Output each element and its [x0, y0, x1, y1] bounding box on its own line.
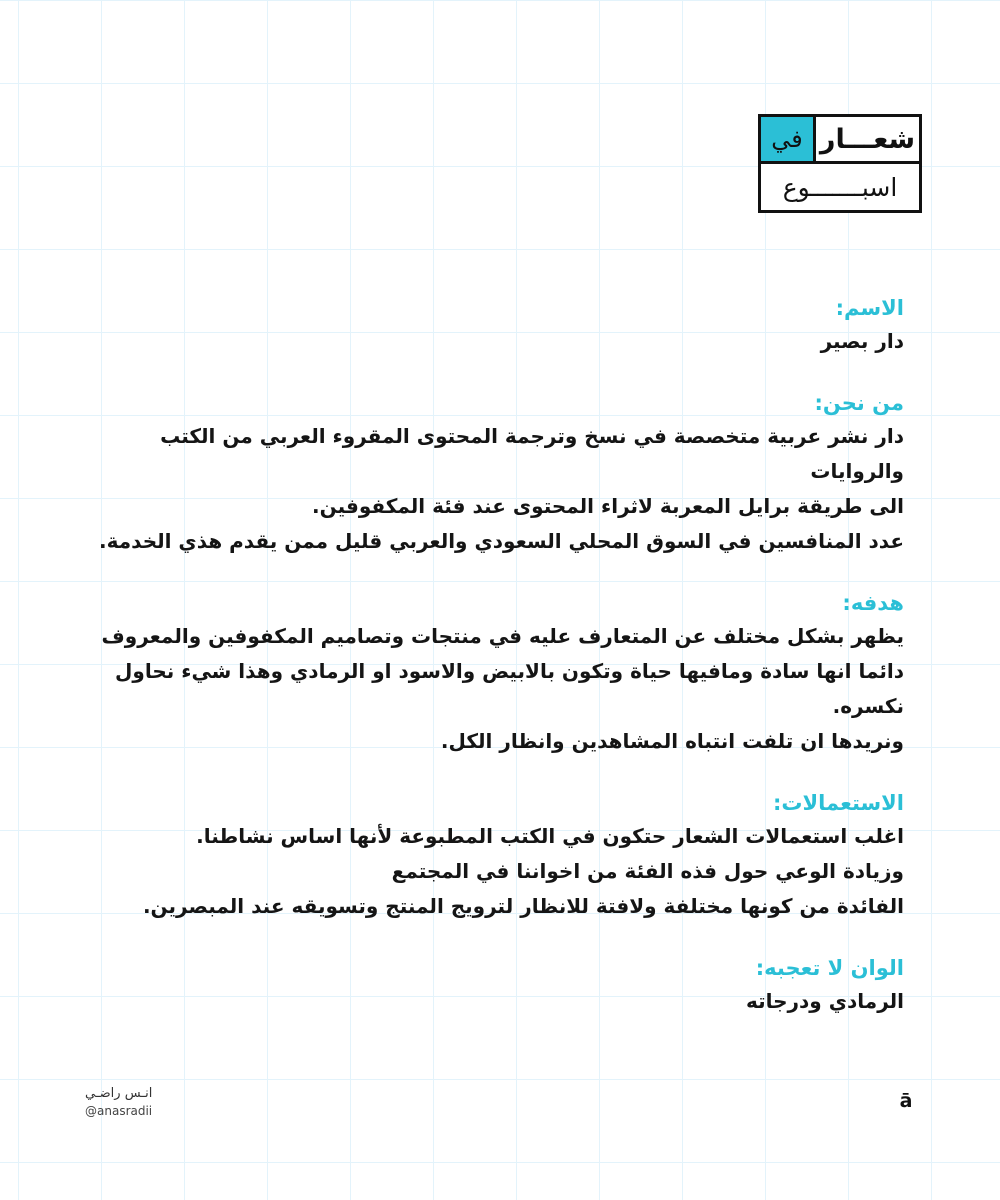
section-label: الاسم: [835, 296, 904, 320]
section-line: وزيادة الوعي حول فذه الفئة من اخواننا في المجتمع [391, 859, 904, 883]
author-signature [85, 1085, 152, 1119]
section-label: الاستعمالات: [772, 791, 904, 815]
section-line: ونريدها ان تلفت انتباه المشاهدين وانظار الكل. [440, 729, 904, 753]
logo-top-row [761, 117, 919, 164]
section-line: الرمادي ودرجاته [745, 989, 904, 1013]
section-line: عدد المنافسين في السوق المحلي السعودي والعربي قليل ممن يقدم هذي الخدمة. [99, 529, 904, 553]
author-handle: @anasradii [85, 1104, 153, 1118]
section-about [84, 387, 904, 559]
section-goal [84, 587, 904, 759]
brand-mark-icon: ā [899, 1090, 913, 1112]
logo-word-usbu: اسبـــــــوع [782, 172, 898, 202]
brief-content [84, 292, 904, 1047]
section-name [84, 292, 904, 359]
author-name: انـس راضـي [85, 1086, 153, 1101]
section-line: نكسره. [832, 694, 904, 718]
section-line: الى طريقة برايل المعربة لاثراء المحتوى عند فئة المكفوفين. [311, 494, 904, 518]
section-line: يظهر بشكل مختلف عن المتعارف عليه في منتجات وتصاميم المكفوفين والمعروف [101, 624, 904, 648]
section-line: دار نشر عربية متخصصة في نسخ وترجمة المحتوى المقروء العربي من الكتب والروايات [160, 424, 904, 483]
logo-word-fi: في [761, 117, 816, 161]
logo-word-shiaar: شعـــار [819, 123, 916, 155]
section-label: هدفه: [842, 591, 904, 615]
section-line: اغلب استعمالات الشعار حتكون في الكتب المطبوعة لأنها اساس نشاطنا. [196, 824, 904, 848]
logo [758, 114, 922, 213]
section-line: دائما انها سادة ومافيها حياة وتكون بالابيض والاسود او الرمادي وهذا شيء نحاول [115, 659, 904, 683]
section-label: من نحن: [814, 391, 904, 415]
section-uses [84, 787, 904, 924]
section-label: الوان لا تعجبه: [755, 956, 904, 980]
section-line: دار بصير [820, 329, 904, 353]
section-line: الفائدة من كونها مختلفة ولافتة للانظار لترويج المنتج وتسويقه عند المبصرين. [142, 894, 904, 918]
section-disliked-colors [84, 952, 904, 1019]
